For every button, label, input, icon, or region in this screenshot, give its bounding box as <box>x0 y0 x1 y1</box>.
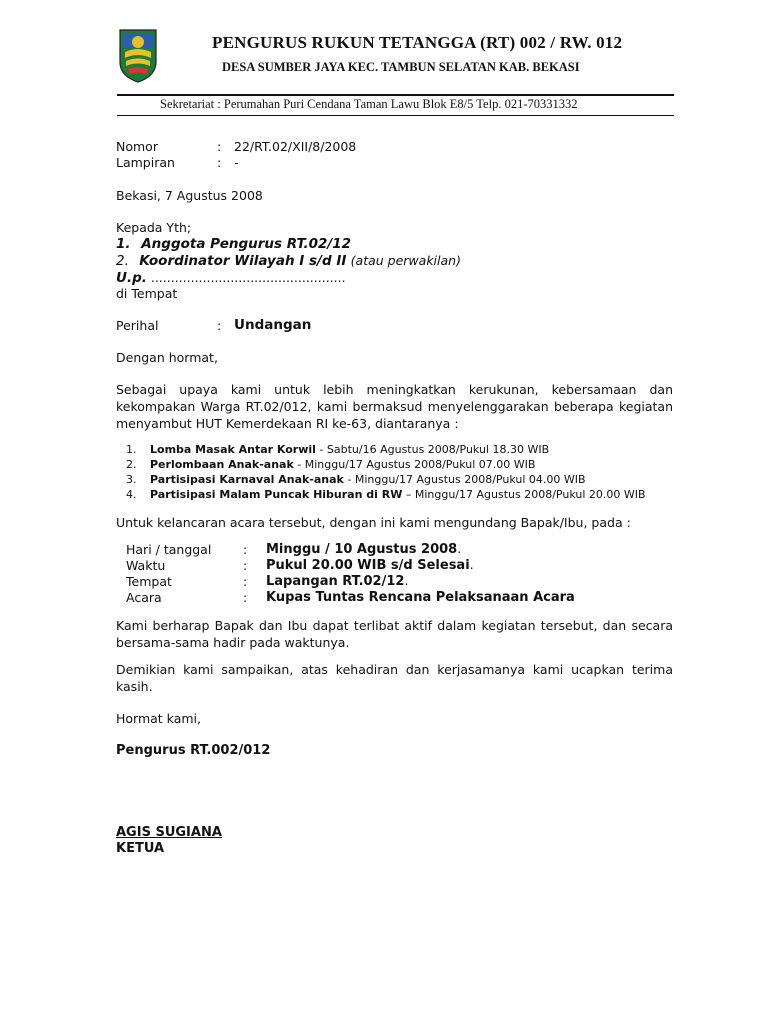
recipient-name: Anggota Pengurus RT.02/12 <box>141 236 352 252</box>
list-item-number: 4. <box>126 488 137 501</box>
schedule-value: Minggu / 10 Agustus 2008 <box>266 542 458 557</box>
list-item <box>126 442 646 457</box>
list-item-detail: - Minggu/17 Agustus 2008/Pukul 04.00 WIB <box>343 473 586 486</box>
list-item <box>126 457 646 472</box>
nomor-value: 22/RT.02/XII/8/2008 <box>234 139 357 154</box>
schedule-value-line <box>266 541 461 558</box>
subject-value: Undangan <box>234 317 312 333</box>
list-item-number: 3. <box>126 473 137 486</box>
schedule-punctuation: . <box>457 541 462 556</box>
recipient-name: Koordinator Wilayah I s/d II <box>139 253 347 269</box>
recipient-item <box>116 253 461 269</box>
recipient-number: 1. <box>116 236 131 252</box>
schedule-label: Waktu <box>126 558 166 573</box>
list-item-name: Lomba Masak Antar Korwil <box>150 443 316 456</box>
date-line: Bekasi, 7 Agustus 2008 <box>116 188 263 203</box>
letterhead-address: Sekretariat : Perumahan Puri Cendana Taman Lawu Blok E8/5 Telp. 021-70331332 <box>160 97 578 111</box>
subject-separator: : <box>217 318 222 333</box>
nomor-label: Nomor <box>116 139 158 154</box>
recipient-number: 2. <box>116 253 129 269</box>
schedule-value-line <box>266 557 474 574</box>
lampiran-separator: : <box>217 155 222 170</box>
list-item-number: 1. <box>126 443 137 456</box>
list-item-name: Perlombaan Anak-anak <box>150 458 294 471</box>
schedule-separator: : <box>243 542 248 557</box>
list-item <box>126 487 646 502</box>
salutation: Dengan hormat, <box>116 350 218 365</box>
closing-paragraph: Demikian kami sampaikan, atas kehadiran dan kerjasamanya kami ucapkan terima kasih. <box>116 662 673 694</box>
regards: Hormat kami, <box>116 711 201 726</box>
schedule-value-line <box>266 589 575 606</box>
schedule-label: Acara <box>126 590 162 605</box>
schedule-value: Pukul 20.00 WIB s/d Selesai <box>266 558 470 573</box>
recipient-note: (atau perwakilan) <box>350 253 461 268</box>
schedule-punctuation: . <box>469 557 474 572</box>
schedule-punctuation: . <box>404 573 409 588</box>
nomor-separator: : <box>217 139 222 154</box>
list-item-detail: - Sabtu/16 Agustus 2008/Pukul 18.30 WIB <box>315 443 550 456</box>
activity-list <box>126 442 646 502</box>
letterhead-divider <box>117 94 674 96</box>
schedule-value-line <box>266 573 408 590</box>
letterhead-divider-thin <box>117 115 674 116</box>
schedule-value: Lapangan RT.02/12 <box>266 574 405 589</box>
intro-paragraph: Sebagai upaya kami untuk lebih meningkatkan kerukunan, kebersamaan dan kekompakan Warga RT.02/012, kami bermaksud menyelenggarakan beberapa kegiatan menyambut HUT Kemerdekaan RI ke-63, diantaranya : <box>116 382 673 431</box>
list-item-number: 2. <box>126 458 137 471</box>
recipient-greeting: Kepada Yth; <box>116 220 192 235</box>
schedule-separator: : <box>243 574 248 589</box>
list-item <box>126 472 646 487</box>
schedule-label: Tempat <box>126 574 172 589</box>
signatory-title: KETUA <box>116 841 165 856</box>
attention-line <box>116 270 346 286</box>
signatory-name: AGIS SUGIANA <box>116 825 222 840</box>
schedule-value: Kupas Tuntas Rencana Pelaksanaan Acara <box>266 590 575 605</box>
lampiran-value: - <box>234 155 239 170</box>
attention-dots: ................................................. <box>146 270 346 285</box>
schedule-separator: : <box>243 558 248 573</box>
recipient-item <box>116 236 351 252</box>
recipient-place: di Tempat <box>116 286 178 301</box>
letterhead-subtitle: DESA SUMBER JAYA KEC. TAMBUN SELATAN KAB. BEKASI <box>222 60 580 74</box>
hope-paragraph: Kami berharap Bapak dan Ibu dapat terlibat aktif dalam kegiatan tersebut, dan secara bersama-sama hadir pada waktunya. <box>116 618 673 650</box>
letterhead-title: PENGURUS RUKUN TETANGGA (RT) 002 / RW. 012 <box>212 33 623 52</box>
invitation-line: Untuk kelancaran acara tersebut, dengan ini kami mengundang Bapak/Ibu, pada : <box>116 515 631 530</box>
attention-label: U.p. <box>116 270 147 286</box>
schedule-separator: : <box>243 590 248 605</box>
regency-emblem-icon <box>118 28 158 84</box>
schedule-label: Hari / tanggal <box>126 542 212 557</box>
sender-name: Pengurus RT.002/012 <box>116 743 271 758</box>
list-item-detail: – Minggu/17 Agustus 2008/Pukul 20.00 WIB <box>402 488 646 501</box>
list-item-detail: - Minggu/17 Agustus 2008/Pukul 07.00 WIB <box>293 458 536 471</box>
subject-label: Perihal <box>116 318 159 333</box>
list-item-name: Partisipasi Malam Puncak Hiburan di RW <box>150 488 403 501</box>
lampiran-label: Lampiran <box>116 155 175 170</box>
list-item-name: Partisipasi Karnaval Anak-anak <box>150 473 344 486</box>
